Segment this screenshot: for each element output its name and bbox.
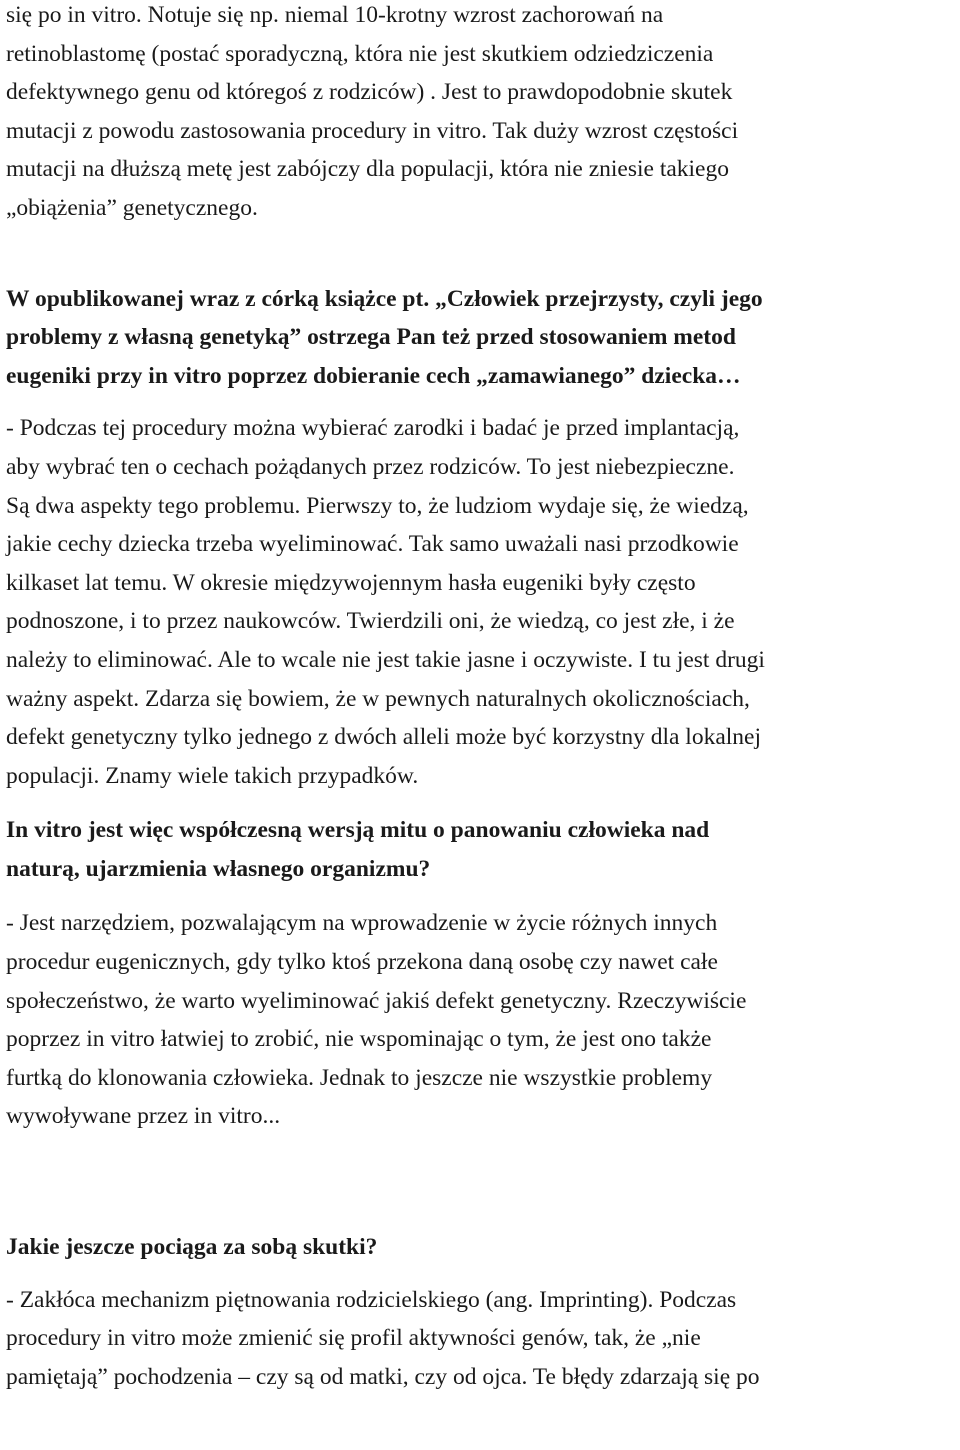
text-line: się po in vitro. Notuje się np. niemal 10-krotny wzrost zachorowań na [6, 2, 664, 28]
text-line: furtką do klonowania człowieka. Jednak to jeszcze nie wszystkie problemy [6, 1064, 713, 1091]
text-line: - Zakłóca mechanizm piętnowania rodzicielskiego (ang. Imprinting). Podczas [6, 1286, 737, 1313]
question-line: In vitro jest więc współczesną wersją mitu o panowaniu człowieka nad [6, 817, 710, 844]
interview-question-1 [6, 280, 956, 396]
document-page [6, 0, 956, 1396]
text-line: procedury in vitro może zmienić się profil aktywności genów, tak, że „nie [6, 1325, 701, 1352]
spacer [6, 888, 956, 904]
text-line: procedur eugenicznych, gdy tylko ktoś przekona daną osobę czy nawet całe [6, 949, 718, 976]
question-line: naturą, ujarzmienia własnego organizmu? [6, 855, 431, 882]
text-line: należy to eliminować. Ale to wcale nie jest takie jasne i oczywiste. I tu jest drugi [6, 646, 765, 673]
text-line: mutacji z powodu zastosowania procedury in vitro. Tak duży wzrost częstości [6, 117, 739, 144]
text-line: społeczeństwo, że warto wyeliminować jakiś defekt genetyczny. Rzeczywiście [6, 987, 747, 1014]
text-line: pamiętają” pochodzenia – czy są od matki, czy od ojca. Te błędy zdarzają się po [6, 1363, 760, 1390]
text-line: mutacji na dłuższą metę jest zabójczy dla populacji, która nie zniesie takiego [6, 156, 729, 183]
interview-question-2 [6, 811, 956, 888]
interview-answer-2 [6, 904, 956, 1136]
paragraph-intro [6, 0, 956, 228]
text-line: podnoszone, i to przez naukowców. Twierdzili oni, że wiedzą, co jest złe, i że [6, 608, 735, 635]
question-line: problemy z własną genetyką” ostrzega Pan też przed stosowaniem metod [6, 324, 736, 351]
interview-question-3 [6, 1228, 956, 1267]
question-line: eugeniki przy in vitro poprzez dobieranie cech „zamawianego” dziecka… [6, 362, 741, 389]
spacer [6, 1136, 956, 1228]
text-line: poprzez in vitro łatwiej to zrobić, nie wspominając o tym, że jest ono także [6, 1026, 712, 1053]
spacer [6, 795, 956, 811]
text-line: defekt genetyczny tylko jednego z dwóch alleli może być korzystny dla lokalnej [6, 724, 762, 751]
question-line: Jakie jeszcze pociąga za sobą skutki? [6, 1234, 378, 1261]
text-line: retinoblastomę (postać sporadyczną, która nie jest skutkiem odziedziczenia [6, 40, 714, 67]
text-line: aby wybrać ten o cechach pożądanych przez rodziców. To jest niebezpieczne. [6, 453, 735, 480]
text-line: wywoływane przez in vitro... [6, 1103, 281, 1130]
text-line: jakie cechy dziecka trzeba wyeliminować. Tak samo uważali nasi przodkowie [6, 531, 739, 558]
interview-answer-1 [6, 409, 956, 795]
text-line: kilkaset lat temu. W okresie międzywojennym hasła eugeniki były często [6, 569, 696, 596]
text-line: Są dwa aspekty tego problemu. Pierwszy to, że ludziom wydaje się, że wiedzą, [6, 492, 749, 519]
spacer [6, 395, 956, 409]
interview-answer-3 [6, 1281, 956, 1397]
question-line: W opublikowanej wraz z córką książce pt. „Człowiek przejrzysty, czyli jego [6, 285, 763, 312]
text-line: ważny aspekt. Zdarza się bowiem, że w pewnych naturalnych okolicznościach, [6, 685, 750, 712]
text-line: - Jest narzędziem, pozwalającym na wprowadzenie w życie różnych innych [6, 910, 718, 937]
spacer [6, 1267, 956, 1281]
spacer [6, 228, 956, 280]
text-line: - Podczas tej procedury można wybierać zarodki i badać je przed implantacją, [6, 415, 740, 442]
text-line: „obiążenia” genetycznego. [6, 194, 258, 221]
text-line: populacji. Znamy wiele takich przypadków. [6, 762, 419, 789]
text-line: defektywnego genu od któregoś z rodziców) . Jest to prawdopodobnie skutek [6, 79, 733, 106]
